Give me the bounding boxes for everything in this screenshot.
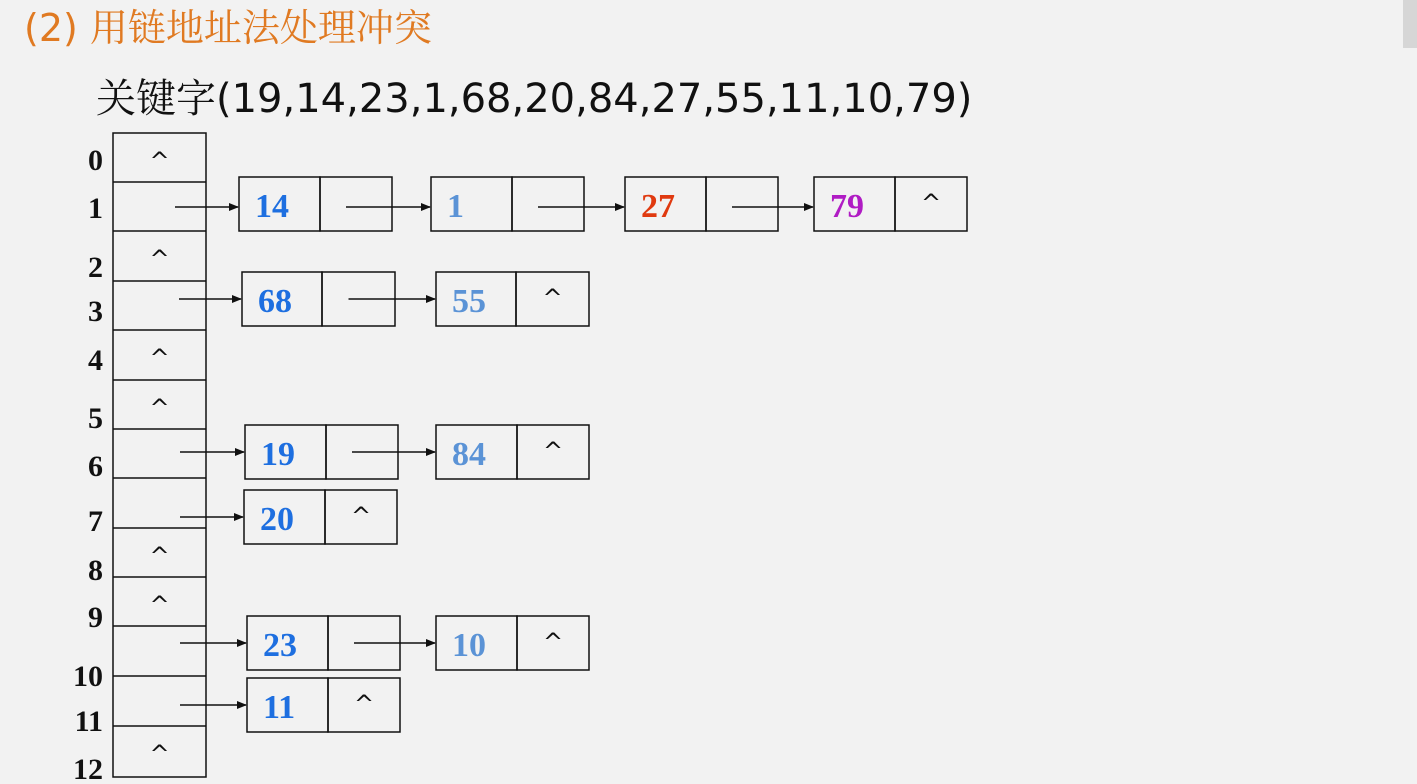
node-key-value: 68: [258, 283, 292, 320]
chain-node: [247, 678, 400, 732]
null-pointer-symbol: ^: [350, 502, 372, 530]
chain-node: [436, 425, 589, 479]
null-pointer-symbol: ^: [149, 591, 170, 619]
null-pointer-symbol: ^: [149, 245, 170, 273]
slot-index-label: 0: [88, 144, 103, 177]
node-pointer-cell: [512, 177, 584, 231]
null-pointer-symbol: ^: [149, 542, 170, 570]
node-key-value: 14: [255, 188, 289, 225]
chain-node: [239, 177, 392, 231]
null-pointer-symbol: ^: [542, 437, 564, 465]
keys-line: 关键字(19,14,23,1,68,20,84,27,55,11,10,79): [96, 76, 973, 122]
null-pointer-symbol: ^: [353, 690, 375, 718]
chain-node: [436, 272, 589, 326]
node-key-value: 10: [452, 627, 486, 664]
slot-index-label: 3: [88, 295, 103, 328]
node-key-value: 11: [263, 689, 296, 726]
node-key-cell: [431, 177, 512, 231]
chain-node: [431, 177, 584, 231]
slot-index-label: 9: [88, 601, 103, 634]
null-pointer-symbol: ^: [149, 344, 170, 372]
node-key-value: 1: [447, 188, 464, 225]
chain-node: [244, 490, 397, 544]
null-pointer-symbol: ^: [149, 147, 170, 175]
null-pointer-symbol: ^: [920, 189, 942, 217]
slot-index-label: 10: [73, 660, 103, 693]
hash-array-column: [113, 133, 206, 777]
node-key-value: 19: [261, 436, 295, 473]
slot-index-label: 1: [88, 192, 103, 225]
node-key-value: 55: [452, 283, 486, 320]
null-pointer-symbol: ^: [149, 394, 170, 422]
null-pointer-symbol: ^: [542, 628, 564, 656]
node-key-value: 79: [830, 188, 864, 225]
slot-index-label: 12: [73, 753, 103, 784]
slot-index-label: 5: [88, 402, 103, 435]
section-title: (2) 用链地址法处理冲突: [24, 6, 432, 50]
slot-index-label: 11: [74, 705, 103, 738]
node-key-value: 27: [641, 188, 675, 225]
node-key-value: 84: [452, 436, 486, 473]
null-pointer-symbol: ^: [542, 284, 563, 312]
node-key-value: 20: [260, 501, 294, 538]
slot-index-label: 6: [88, 450, 103, 483]
slot-index-label: 8: [88, 554, 103, 587]
node-key-value: 23: [263, 627, 297, 664]
slot-index-label: 2: [88, 251, 103, 284]
node-pointer-cell: [706, 177, 778, 231]
chain-node: [436, 616, 589, 670]
chain-node: [814, 177, 967, 231]
chain-node: [625, 177, 778, 231]
node-pointer-cell: [320, 177, 392, 231]
slot-index-label: 4: [88, 344, 103, 377]
slot-index-label: 7: [88, 505, 103, 538]
null-pointer-symbol: ^: [149, 740, 170, 768]
